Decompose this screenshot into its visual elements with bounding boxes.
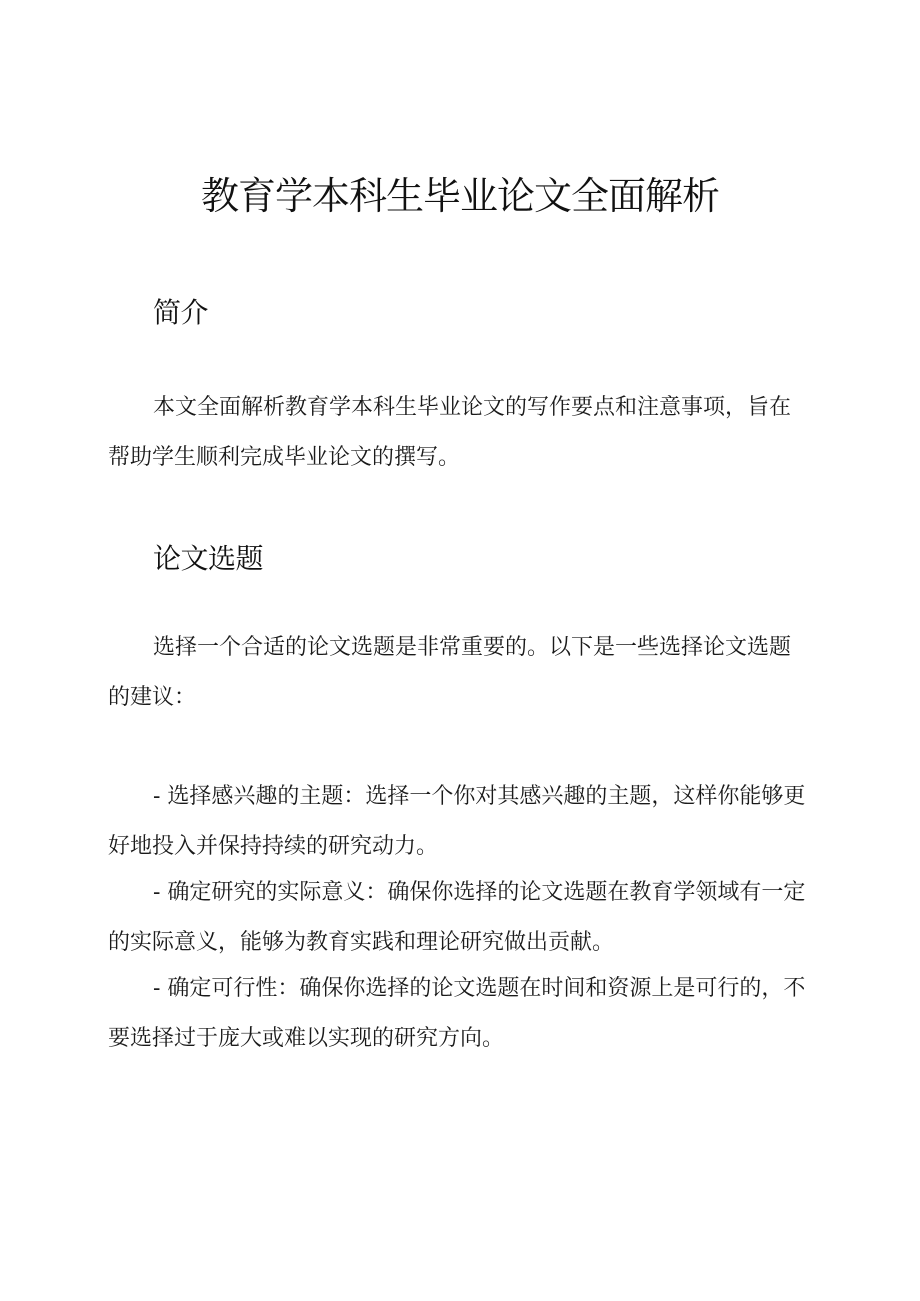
document-title: 教育学本科生毕业论文全面解析 — [200, 174, 719, 218]
topic-selection-paragraph: 选择一个合适的论文选题是非常重要的。以下是一些选择论文选题的建议： — [108, 635, 792, 710]
intro-paragraph: 本文全面解析教育学本科生毕业论文的写作要点和注意事项，旨在帮助学生顺利完成毕业论文的撰写。 — [108, 395, 792, 470]
section-heading-intro: 简介 — [153, 296, 209, 329]
suggestion-list-item: - 确定研究的实际意义：确保你选择的论文选题在教育学领域有一定的实际意义，能够为教育实践和理论研究做出贡献。 — [108, 880, 806, 955]
section-heading-topic-selection: 论文选题 — [153, 542, 264, 575]
suggestion-list-item: - 确定可行性：确保你选择的论文选题在时间和资源上是可行的，不要选择过于庞大或难以实现的研究方向。 — [108, 976, 806, 1051]
suggestion-list-item: - 选择感兴趣的主题：选择一个你对其感兴趣的主题，这样你能够更好地投入并保持持续的研究动力。 — [108, 784, 806, 859]
